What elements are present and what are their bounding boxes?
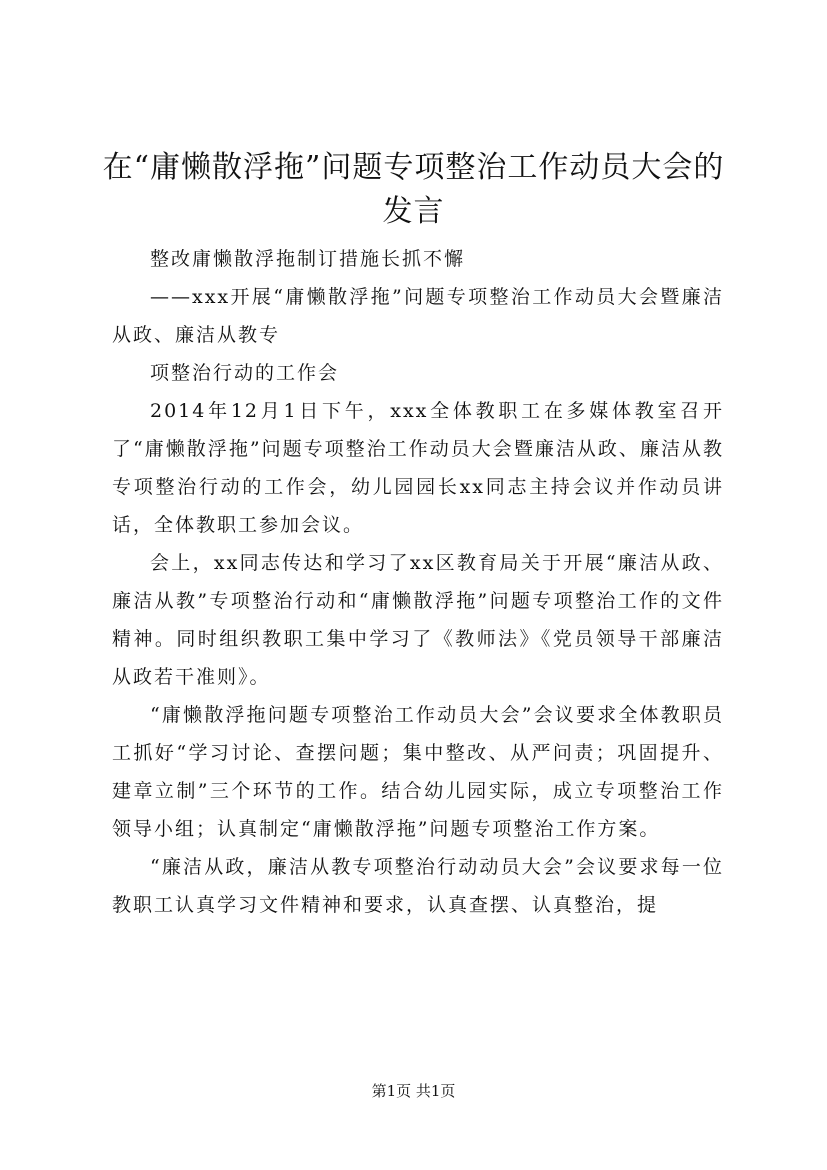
paragraph-4: “廉洁从政，廉洁从教专项整治行动动员大会”会议要求每一位教职工认真学习文件精神和要求，认真查摆、认真整治，提 <box>112 856 724 916</box>
document-body <box>112 240 724 924</box>
paragraph-subtitle-end: 项整治行动的工作会 <box>150 362 340 384</box>
page-footer: 第1页 共1页 <box>371 1082 456 1100</box>
paragraph-subtitle-continued: ——xxx开展“庸懒散浮拖”问题专项整治工作动员大会暨廉洁从政、廉洁从教专 <box>112 286 724 346</box>
paragraph-2: 会上，xx同志传达和学习了xx区教育局关于开展“廉洁从政、廉洁从教”专项整治行动和“庸懒散浮拖”问题专项整治工作的文件精神。同时组织教职工集中学习了《教师法》《党员领导干部廉洁从政若干准则》。 <box>112 552 724 688</box>
paragraph-1: 2014年12月1日下午，xxx全体教职工在多媒体教室召开了“庸懒散浮拖”问题专项整治工作动员大会暨廉洁从政、廉洁从教专项整治行动的工作会，幼儿园园长xx同志主持会议并作动员讲话，全体教职工参加会议。 <box>112 400 724 536</box>
paragraph-3: “庸懒散浮拖问题专项整治工作动员大会”会议要求全体教职员工抓好“学习讨论、查摆问题；集中整改、从严问责；巩固提升、建章立制”三个环节的工作。结合幼儿园实际，成立专项整治工作领导小组；认真制定“庸懒散浮拖”问题专项整治工作方案。 <box>112 704 724 840</box>
document-title: 在“庸懒散浮拖”问题专项整治工作动员大会的发言 <box>102 150 725 229</box>
paragraph-subtitle: 整改庸懒散浮拖制订措施长抓不懈 <box>150 248 466 270</box>
